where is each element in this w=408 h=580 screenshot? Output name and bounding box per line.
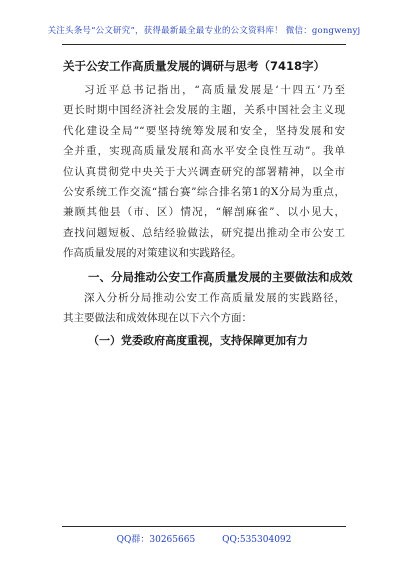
paragraph-line: 位认真贯彻党中央关于大兴调查研究的部署精神，以全市 xyxy=(63,165,345,178)
paragraph-line: 代化建设全局”“要坚持统筹发展和安全，坚持发展和安 xyxy=(63,124,345,137)
header-divider xyxy=(62,44,346,45)
paragraph-line: 公安系统工作交流“擂台赛”综合排名第1的X分局为重点， xyxy=(63,186,345,199)
paragraph-line: 深入分析分局推动公安工作高质量发展的实践路径， xyxy=(84,292,345,304)
footer-divider xyxy=(62,526,346,527)
paragraph-line: 作高质量发展的对策建议和实践路径。 xyxy=(63,247,242,260)
header-banner: 关注头条号“公文研究”，获得最新最全最专业的公文资料库！ 微信：gongwenyj xyxy=(47,26,361,36)
qq-group-number: QQ群：30265665 xyxy=(116,535,196,545)
paragraph-line: 更长时期中国经济社会发展的主题，关系中国社会主义现 xyxy=(63,104,345,117)
document-title: 关于公安工作高质量发展的调研与思考（7418字） xyxy=(63,59,326,73)
footer xyxy=(0,532,408,545)
paragraph-1 xyxy=(63,80,345,264)
paragraph-line: 查找问题短板、总结经验做法，研究提出推动全市公安工 xyxy=(63,226,345,239)
paragraph-line: 兼顾其他县（市、区）情况，“解剖麻雀”、以小见大， xyxy=(63,206,345,219)
subsection-heading: （一）党委政府高度重视，支持保障更加有力 xyxy=(88,334,308,347)
paragraph-line: 其主要做法和成效体现在以下六个方面： xyxy=(63,312,252,325)
paragraph-line: 习近平总书记指出，“高质量发展是‘十四五’乃至 xyxy=(84,84,345,96)
qq-number: QQ:535304092 xyxy=(222,535,292,545)
section-heading: 一、分局推动公安工作高质量发展的主要做法和成效 xyxy=(88,270,353,284)
paragraph-2 xyxy=(63,288,345,329)
paragraph-line: 全并重，实现高质量发展和高水平安全良性互动”。我单 xyxy=(63,145,345,158)
